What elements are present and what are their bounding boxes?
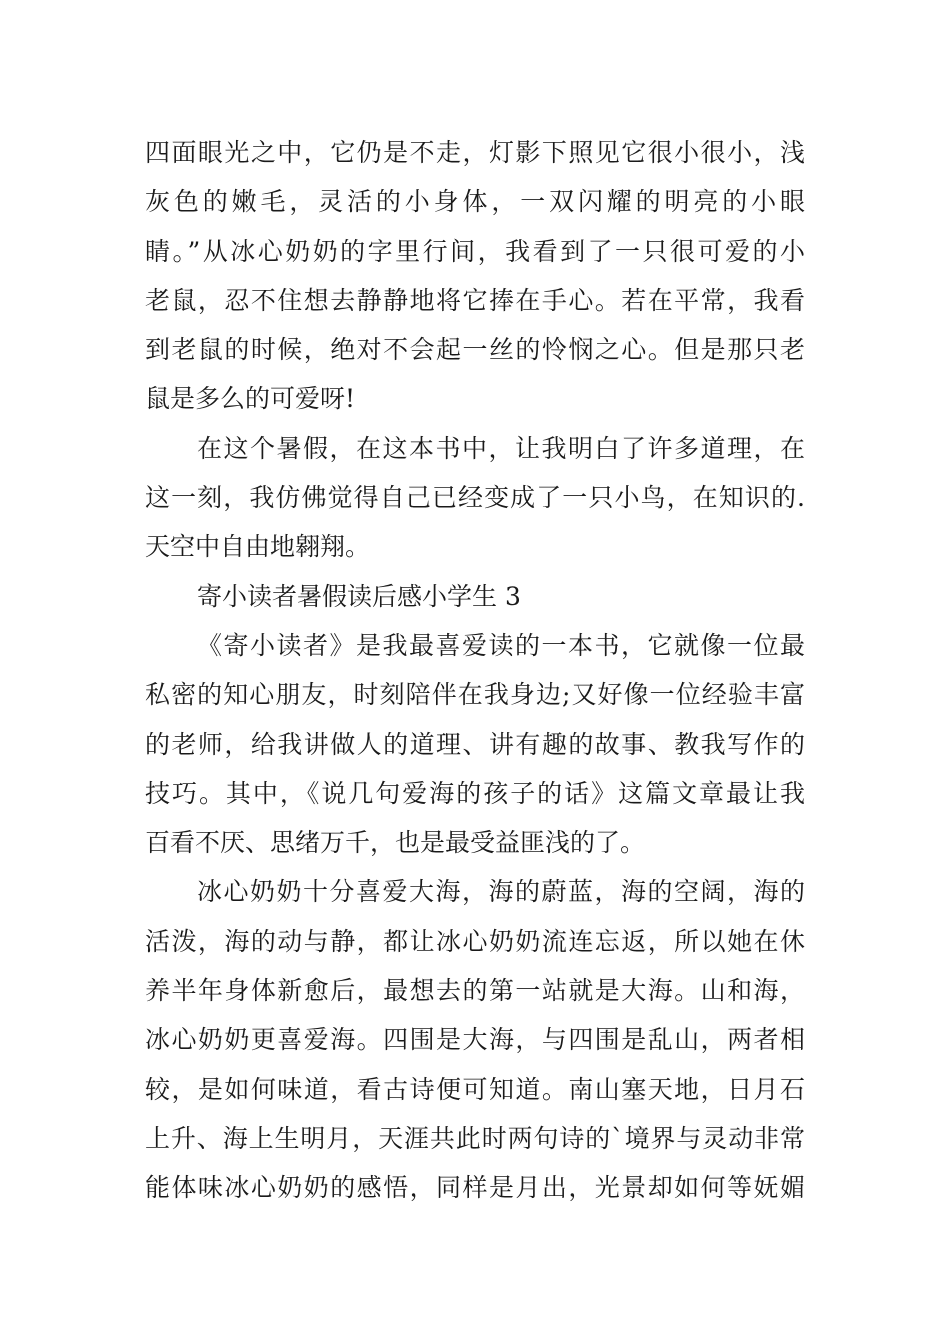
text-line: 睛。”从冰心奶奶的字里行间，我看到了一只很可爱的小 xyxy=(145,236,805,266)
paragraph xyxy=(145,128,805,424)
text-line: 百看不厌、思绪万千，也是最受益匪浅的了。 xyxy=(145,828,646,858)
text-line: 这一刻，我仿佛觉得自己已经变成了一只小鸟，在知识的. xyxy=(145,483,805,513)
text-line: 灰色的嫩毛，灵活的小身体，一双闪耀的明亮的小眼 xyxy=(145,187,805,217)
text-line: 能体味冰心奶奶的感悟，同样是月出，光景却如何等妩媚 xyxy=(145,1173,805,1203)
document-body xyxy=(145,128,805,1213)
text-line: 冰心奶奶十分喜爱大海，海的蔚蓝，海的空阔，海的 xyxy=(197,877,805,907)
text-line: 技巧。其中，《说几句爱海的孩子的话》这篇文章最让我 xyxy=(145,778,805,808)
text-line: 养半年身体新愈后，最想去的第一站就是大海。山和海， xyxy=(145,976,805,1006)
text-line: 在这个暑假，在这本书中，让我明白了许多道理，在 xyxy=(197,433,805,463)
section-heading xyxy=(145,572,805,621)
text-line: 冰心奶奶更喜爱海。四围是大海，与四围是乱山，两者相 xyxy=(145,1025,805,1055)
text-line: 的老师，给我讲做人的道理、讲有趣的故事、教我写作的 xyxy=(145,729,805,759)
text-line: 活泼，海的动与静，都让冰心奶奶流连忘返，所以她在休 xyxy=(145,926,805,956)
text-line: 四面眼光之中，它仍是不走，灯影下照见它很小很小，浅 xyxy=(145,138,805,167)
text-line: 老鼠，忍不住想去静静地将它捧在手心。若在平常，我看 xyxy=(145,285,805,315)
text-line: 鼠是多么的可爱呀! xyxy=(145,384,356,414)
text-line: 到老鼠的时候，绝对不会起一丝的怜悯之心。但是那只老 xyxy=(145,335,805,365)
text-line: 私密的知心朋友，时刻陪伴在我身边;又好像一位经验丰富 xyxy=(145,680,805,710)
text-line: 天空中自由地翱翔。 xyxy=(145,532,371,562)
paragraph xyxy=(145,621,805,867)
paragraph xyxy=(145,424,805,572)
text-line: 《寄小读者》是我最喜爱读的一本书，它就像一位最 xyxy=(197,630,805,660)
text-line: 上升、海上生明月，天涯共此时两句诗的`境界与灵动非常 xyxy=(145,1123,805,1153)
paragraph xyxy=(145,867,805,1212)
heading-text: 寄小读者暑假读后感小学生 3 xyxy=(197,581,521,611)
text-line: 较，是如何味道，看古诗便可知道。南山塞天地，日月石 xyxy=(145,1074,805,1104)
